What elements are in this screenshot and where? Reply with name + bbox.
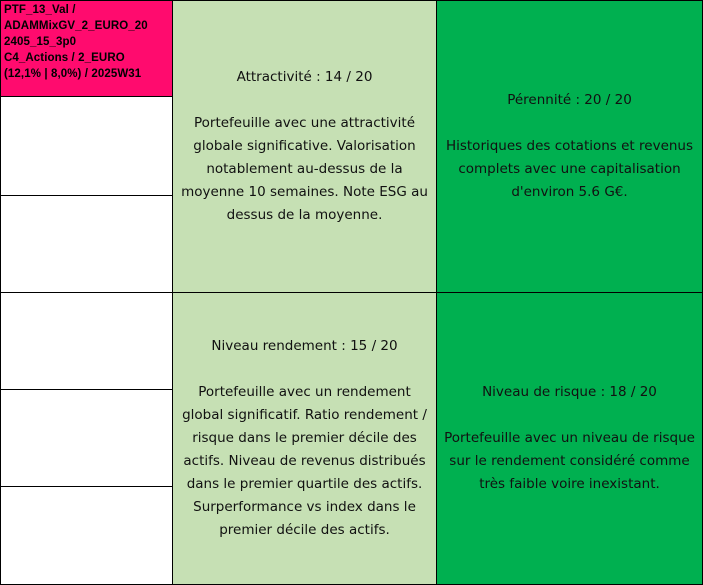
header-line-5: (12,1% | 8,0%) / 2025W31: [4, 68, 142, 80]
empty-cell-3: [0, 292, 173, 390]
header-line-4: C4_Actions / 2_EURO: [4, 52, 125, 64]
empty-cell-2: [0, 195, 173, 293]
rendement-title: Niveau rendement : 15 / 20: [211, 338, 398, 354]
header-line-2: ADAMMixGV_2_EURO_20: [4, 20, 148, 32]
rendement-panel: [172, 292, 437, 585]
rendement-body: Portefeuille avec un rendement global significatif. Ratio rendement / risque dans le premier décile des actifs. Niveau de revenus distribués dans le premier quartile des actifs. Surperformance vs index dans le premier décile des actifs.: [182, 384, 427, 538]
risque-title: Niveau de risque : 18 / 20: [482, 384, 657, 400]
perennite-panel: [436, 0, 703, 293]
empty-cell-5: [0, 486, 173, 585]
risque-panel: [436, 292, 703, 585]
perennite-title: Pérennité : 20 / 20: [507, 92, 632, 108]
empty-cell-4: [0, 389, 173, 487]
empty-cell-1: [0, 96, 173, 196]
header-line-3: 2405_15_3p0: [4, 36, 77, 48]
attractivite-body: Portefeuille avec une attractivité globale significative. Valorisation notablement au-dessus de la moyenne 10 semaines. Note ESG au dessus de la moyenne.: [181, 115, 428, 223]
attractivite-panel: [172, 0, 437, 293]
attractivite-title: Attractivité : 14 / 20: [236, 69, 373, 85]
risque-body: Portefeuille avec un niveau de risque sur le rendement considéré comme très faible voire inexistant.: [444, 430, 695, 492]
portfolio-header-cell: [0, 0, 173, 97]
header-line-1: PTF_13_Val /: [4, 4, 76, 16]
perennite-body: Historiques des cotations et revenus complets avec une capitalisation d'environ 5.6 G€.: [445, 138, 694, 200]
